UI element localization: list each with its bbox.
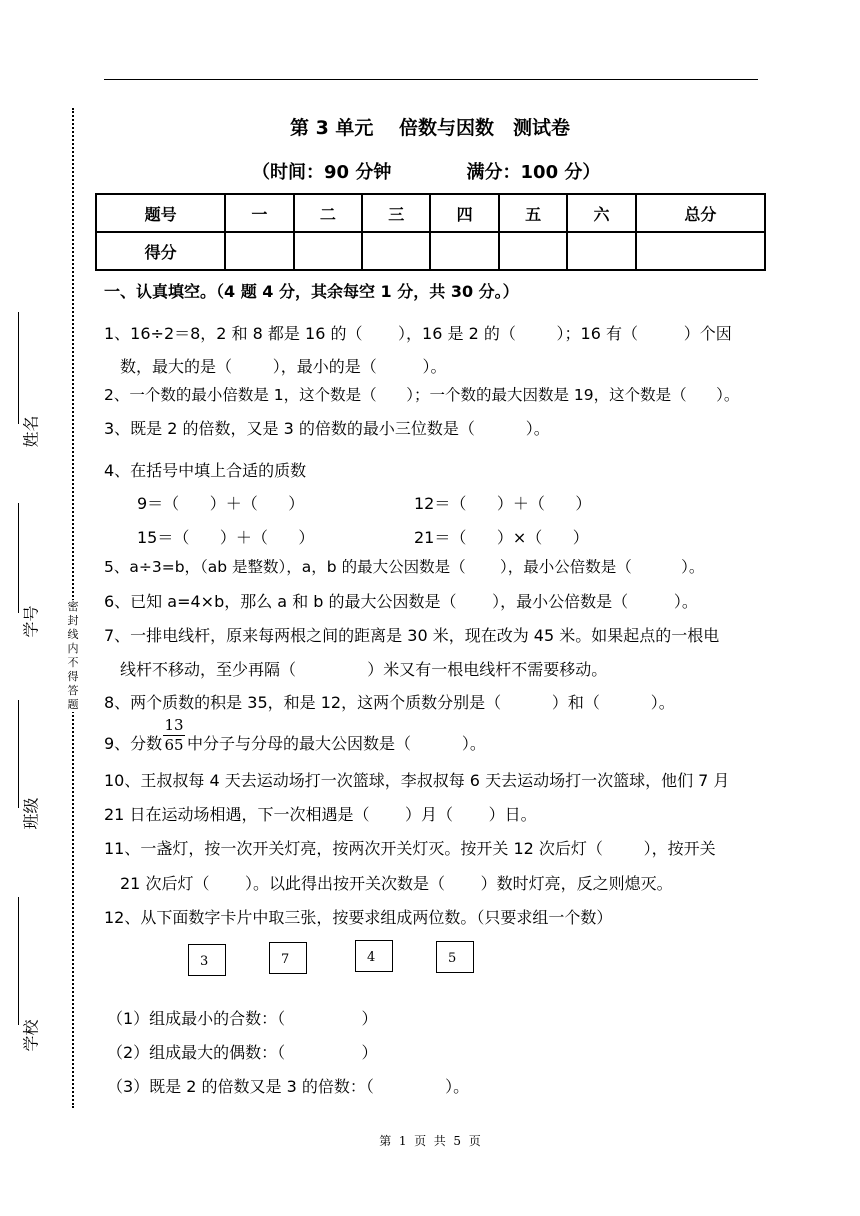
page-title: 第 3 单元 倍数与因数 测试卷 xyxy=(289,117,571,139)
question-4-a: 9＝（ ）＋（ ） xyxy=(137,494,305,513)
header-part-4: 四 xyxy=(430,194,498,232)
header-question-no: 题号 xyxy=(96,194,225,232)
name-label: 姓名 xyxy=(21,415,41,448)
score-cell-4[interactable] xyxy=(430,232,498,270)
fraction-denominator: 65 xyxy=(164,736,184,754)
question-10-line-2: 21 日在运动场相遇，下一次相遇是（ ）月（ ）日。 xyxy=(104,805,537,824)
question-9-prefix: 9、分数 xyxy=(104,734,163,753)
class-underline xyxy=(18,700,19,808)
digit-card xyxy=(188,944,226,976)
score-cell-3[interactable] xyxy=(362,232,430,270)
exam-info: （时间：90 分钟 满分：100 分） xyxy=(252,162,601,183)
question-4-b: 12＝（ ）＋（ ） xyxy=(414,494,592,513)
question-2: 2、一个数的最小倍数是 1，这个数是（ ）；一个数的最大因数是 19，这个数是（ ）。 xyxy=(104,386,740,404)
question-1-line-1: 1、16÷2＝8，2 和 8 都是 16 的（ ），16 是 2 的（ ）；16 有（ ）个因 xyxy=(104,324,732,343)
question-4-c: 15＝（ ）＋（ ） xyxy=(137,528,315,547)
page-footer: 第 1 页 共 5 页 xyxy=(379,1134,481,1148)
score-value-row xyxy=(96,232,765,270)
header-total: 总分 xyxy=(636,194,765,232)
school-label: 学校 xyxy=(21,1019,41,1052)
question-4: 4、在括号中填上合适的质数 xyxy=(104,461,307,480)
question-7-line-2: 线杆不移动，至少再隔（ ）米又有一根电线杆不需要移动。 xyxy=(120,660,608,679)
question-6: 6、已知 a=4×b，那么 a 和 b 的最大公因数是（ ），最小公倍数是（ ）。 xyxy=(104,592,698,611)
digit-card-value: 5 xyxy=(448,951,457,966)
digit-card xyxy=(355,940,393,972)
score-header-row xyxy=(96,194,765,232)
school-underline xyxy=(18,897,19,1025)
question-10-line-1: 10、王叔叔每 4 天去运动场打一次篮球，李叔叔每 6 天去运动场打一次篮球，他们 7 月 xyxy=(104,771,730,790)
class-label: 班级 xyxy=(21,797,41,830)
top-rule xyxy=(104,79,758,80)
header-part-2: 二 xyxy=(294,194,362,232)
section-1-heading: 一、认真填空。（4 题 4 分，其余每空 1 分，共 30 分。） xyxy=(104,282,519,301)
question-7-line-1: 7、一排电线杆，原来每两根之间的距离是 30 米，现在改为 45 米。如果起点的一根电 xyxy=(104,626,720,645)
score-cell-2[interactable] xyxy=(294,232,362,270)
header-part-3: 三 xyxy=(362,194,430,232)
score-cell-5[interactable] xyxy=(499,232,567,270)
score-cell-6[interactable] xyxy=(567,232,635,270)
digit-card xyxy=(269,942,307,974)
question-5: 5、a÷3=b，（ab 是整数），a，b 的最大公因数是（ ），最小公倍数是（ ）。 xyxy=(104,558,705,576)
question-8: 8、两个质数的积是 35，和是 12，这两个质数分别是（ ）和（ ）。 xyxy=(104,693,675,712)
student-id-label: 学号 xyxy=(21,605,41,638)
question-11-line-2: 21 次后灯（ ）。以此得出按开关次数是（ ）数时灯亮，反之则熄灭。 xyxy=(120,874,673,893)
question-3: 3、既是 2 的倍数，又是 3 的倍数的最小三位数是（ ）。 xyxy=(104,419,550,438)
score-cell-total[interactable] xyxy=(636,232,765,270)
question-12-part-3: （3）既是 2 的倍数又是 3 的倍数：（ ）。 xyxy=(107,1077,470,1096)
student-id-underline xyxy=(18,503,19,613)
name-underline xyxy=(18,312,19,424)
question-12: 12、从下面数字卡片中取三张，按要求组成两位数。（只要求组一个数） xyxy=(104,908,613,927)
header-part-1: 一 xyxy=(225,194,293,232)
question-12-part-1: （1）组成最小的合数：（ ） xyxy=(107,1009,378,1028)
question-12-part-2: （2）组成最大的偶数：（ ） xyxy=(107,1043,378,1062)
question-4-d: 21＝（ ）×（ ） xyxy=(414,528,589,547)
digit-card-value: 4 xyxy=(367,950,376,965)
header-part-5: 五 xyxy=(499,194,567,232)
header-part-6: 六 xyxy=(567,194,635,232)
digit-card-value: 3 xyxy=(200,954,209,969)
question-9-fraction xyxy=(163,716,185,755)
digit-card xyxy=(436,941,474,973)
question-11-line-1: 11、一盏灯，按一次开关灯亮，按两次开关灯灭。按开关 12 次后灯（ ），按开关 xyxy=(104,839,716,858)
question-1-line-2: 数，最大的是（ ），最小的是（ ）。 xyxy=(120,357,447,376)
score-table xyxy=(95,193,766,271)
question-9-suffix: 中分子与分母的最大公因数是（ ）。 xyxy=(187,734,486,753)
fraction-numerator: 13 xyxy=(164,716,184,734)
digit-card-value: 7 xyxy=(281,952,290,967)
score-cell-1[interactable] xyxy=(225,232,293,270)
seal-text: 密封线内不得答题 xyxy=(67,600,79,711)
score-label: 得分 xyxy=(96,232,225,270)
